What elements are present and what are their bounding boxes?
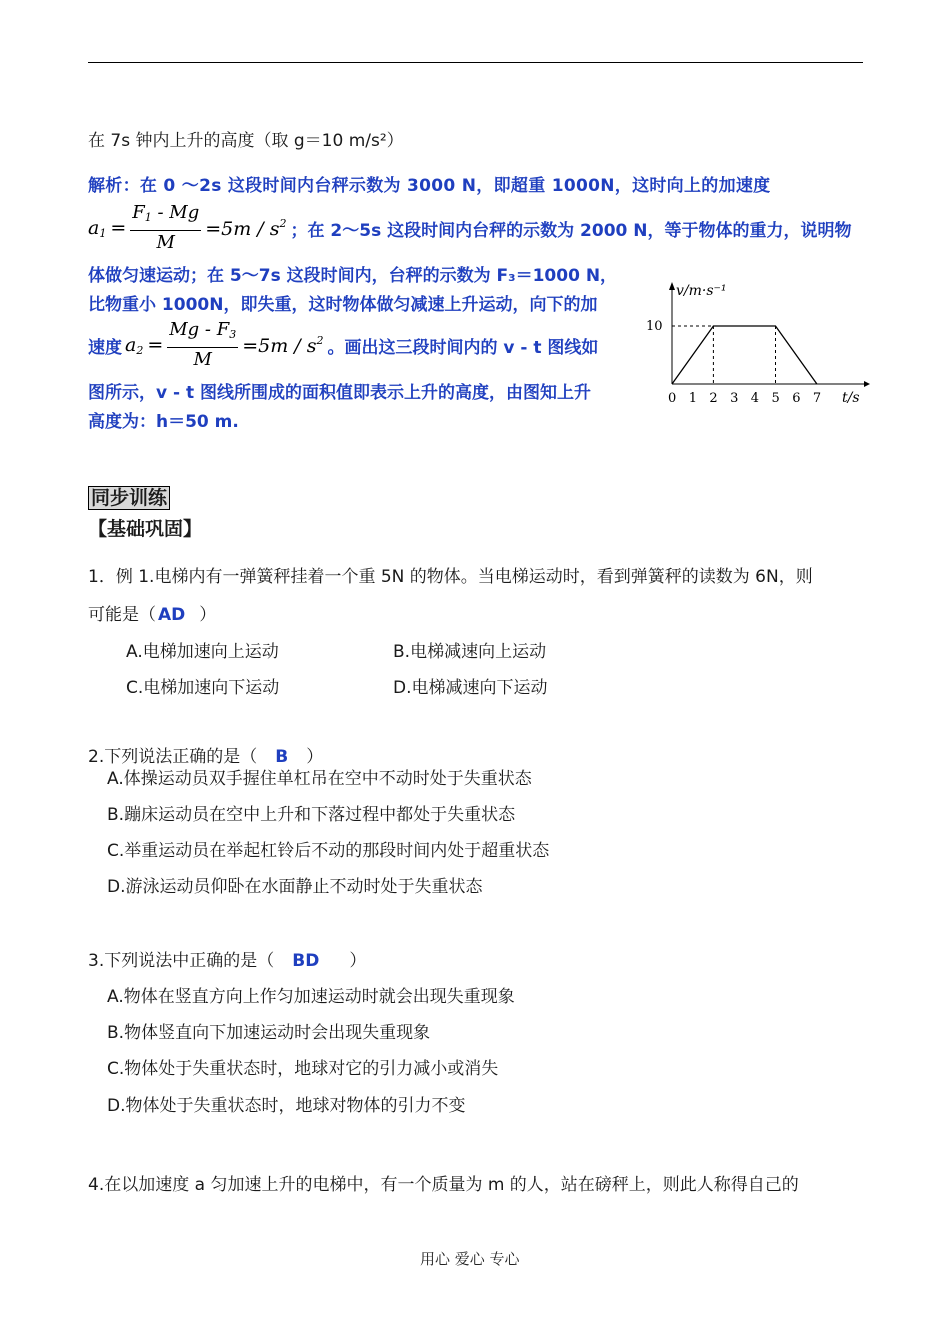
q1-option-a: A.电梯加速向上运动 — [126, 642, 279, 662]
intro-line: 在 7s 钟内上升的高度（取 g＝10 m/s²） — [88, 131, 404, 151]
x-axis-label: t/s — [842, 390, 860, 406]
analysis-line-1: 解析：在 0 ～2s 这段时间内台秤示数为 3000 N，即超重 1000N，这时向上的加速度 — [88, 176, 771, 196]
basic-section-title: 【基础巩固】 — [88, 518, 203, 540]
y-axis-label: v/m·s⁻¹ — [676, 283, 727, 299]
q3-answer: BD — [292, 951, 320, 971]
q2-stem: 2.下列说法正确的是（ B ） — [88, 747, 324, 767]
a2-result: $=5m / s^2$ — [242, 333, 324, 357]
q2-option-b: B.蹦床运动员在空中上升和下落过程中都处于失重状态 — [107, 805, 516, 825]
x-tick-label-0: 0 — [668, 391, 677, 406]
a2-symbol: $a_2$ — [125, 333, 144, 357]
analysis-line-3: 体做匀速运动；在 5～7s 这段时间内，台秤的示数为 F₃＝1000 N， — [88, 266, 618, 286]
q1-stem-line-1: 1．例 1.电梯内有一弹簧秤挂着一个重 5N 的物体。当电梯运动时，看到弹簧秤的读数为 6N，则 — [88, 567, 813, 587]
analysis-line-4: 比物重小 1000N，即失重，这时物体做匀减速上升运动，向下的加 — [88, 295, 598, 315]
q3-option-d: D.物体处于失重状态时，地球对物体的引力不变 — [107, 1096, 466, 1116]
analysis-line-5: 速度 $a_2$ = $\frac{Mg - F_3}{M}$ $=5m / s^2$ 。画出这三段时间内的 v - t 图线如 — [88, 319, 599, 370]
vt-series-line — [672, 326, 817, 384]
q1-stem-line-2: 可能是（ AD ） — [88, 605, 217, 625]
sync-section-title: 同步训练 — [88, 487, 170, 509]
q1-option-b: B.电梯减速向上运动 — [393, 642, 547, 662]
analysis-line-2: $a_1$ = $\frac{F_1 - Mg}{M}$ $=5m / s^2$ ；在 2～5s 这段时间内台秤的示数为 2000 N，等于物体的重力，说明物 — [88, 202, 852, 253]
y-axis-arrow — [669, 282, 675, 290]
q2-option-c: C.举重运动员在举起杠铃后不动的那段时间内处于超重状态 — [107, 841, 550, 861]
q4-stem: 4.在以加速度 a 匀加速上升的电梯中，有一个质量为 m 的人，站在磅秤上，则此人称得自己的 — [88, 1175, 799, 1195]
x-tick-label-2: 2 — [709, 391, 718, 406]
q1-option-c: C.电梯加速向下运动 — [126, 678, 280, 698]
a1-fraction: $\frac{F_1 - Mg}{M}$ — [132, 202, 200, 253]
q3-option-c: C.物体处于失重状态时，地球对它的引力减小或消失 — [107, 1059, 499, 1079]
vt-graph — [642, 278, 872, 418]
analysis-line-7: 高度为：h＝50 m. — [88, 412, 239, 432]
q1-option-d: D.电梯减速向下运动 — [393, 678, 548, 698]
page-footer: 用心 爱心 专心 — [420, 1250, 520, 1268]
analysis-line-2-text: ；在 2～5s 这段时间内台秤的示数为 2000 N，等于物体的重力，说明物 — [290, 220, 852, 241]
x-tick-label-1: 1 — [688, 391, 697, 406]
x-tick-label-4: 4 — [750, 391, 760, 406]
q2-option-d: D.游泳运动员仰卧在水面静止不动时处于失重状态 — [107, 877, 483, 897]
analysis-line-6: 图所示，v - t 图线所围成的面积值即表示上升的高度，由图知上升 — [88, 383, 592, 403]
y-tick-label: 10 — [646, 319, 663, 334]
q2-answer: B — [275, 747, 289, 767]
x-tick-label-3: 3 — [730, 391, 739, 406]
x-axis-arrow — [864, 381, 870, 387]
a1-symbol: $a_1$ — [88, 216, 107, 240]
header-rule — [88, 62, 863, 63]
q3-option-a: A.物体在竖直方向上作匀加速运动时就会出现失重现象 — [107, 987, 515, 1007]
x-tick-label-5: 5 — [771, 391, 780, 406]
q3-option-b: B.物体竖直向下加速运动时会出现失重现象 — [107, 1023, 431, 1043]
q2-option-a: A.体操运动员双手握住单杠吊在空中不动时处于失重状态 — [107, 769, 532, 789]
a1-result: $=5m / s^2$ — [205, 216, 287, 240]
q1-answer: AD — [158, 605, 186, 625]
q3-stem: 3.下列说法中正确的是（ BD ） — [88, 951, 367, 971]
x-tick-label-7: 7 — [812, 391, 822, 406]
x-tick-label-6: 6 — [792, 391, 801, 406]
a2-fraction: $\frac{Mg - F_3}{M}$ — [169, 319, 237, 370]
